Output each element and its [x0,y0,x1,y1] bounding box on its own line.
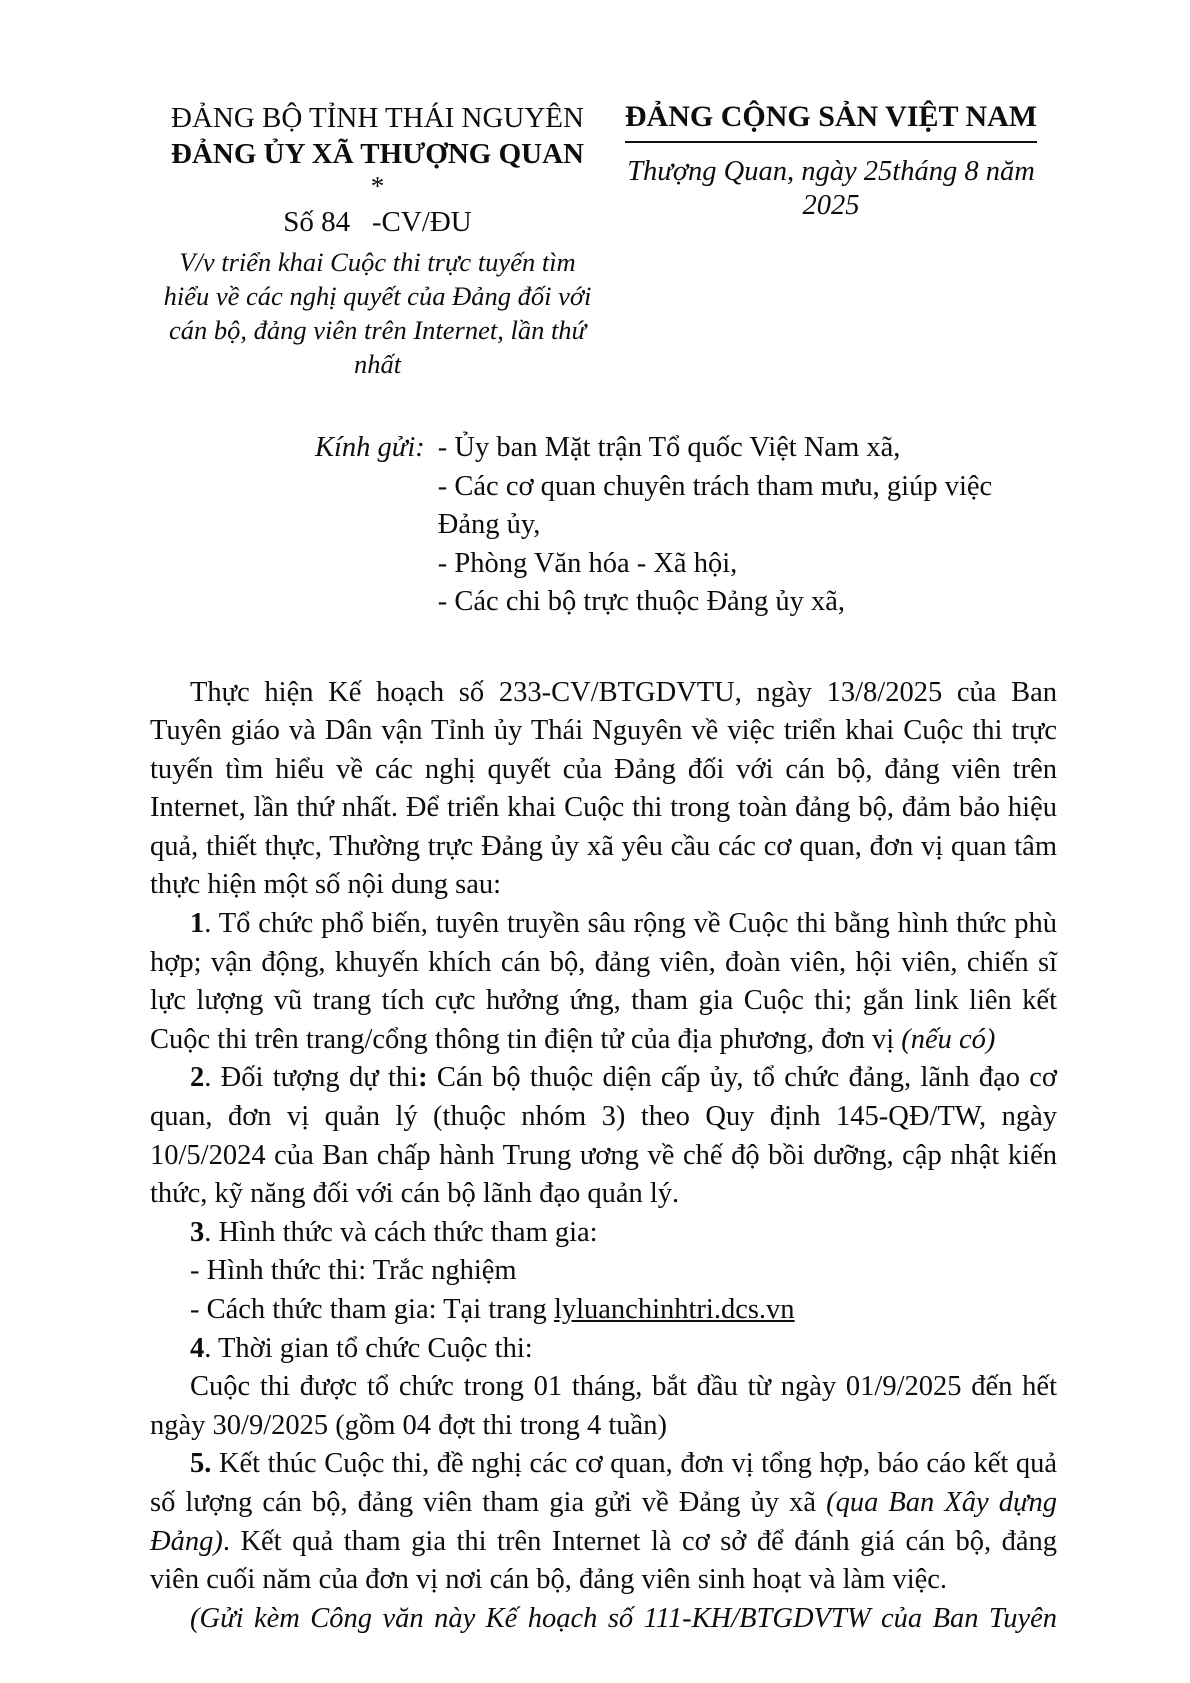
body-item-4-detail: Cuộc thi được tổ chức trong 01 tháng, bắt đầu từ ngày 01/9/2025 đến hết ngày 30/9/2025 (gồm 04 đợt thi trong 4 tuần) [150,1371,1057,1441]
document-body [150,674,1057,1639]
national-block [605,100,1057,223]
item-4-text: . Thời gian tổ chức Cuộc thi: [204,1332,533,1364]
item-2-number: 2 [190,1062,205,1094]
item-2-text: Cán bộ thuộc diện cấp ủy, tổ chức đảng, lãnh đạo cơ quan, đơn vị quản lý (thuộc nhóm 3) theo Quy định 145-QĐ/TW, ngày 10/5/2024 của Ban chấp hành Trung ương về chế độ bồi dưỡng, cập nhật kiến thức, kỹ năng đối với cán bộ lãnh đạo quản lý. [150,1062,1057,1210]
item-2-label: . Đối tượng dự thi [204,1062,419,1094]
recipients-section [150,429,1057,622]
document-subject: V/v triển khai Cuộc thi trực tuyến tìm hiểu về các nghị quyết của Đảng đối với cán bộ, đảng viên trên Internet, lần thứ nhất [163,247,592,379]
body-item-3-sub-1: - Hình thức thi: Trắc nghiệm [190,1255,517,1287]
item-4-number: 4 [190,1332,205,1364]
issuer-block [150,100,605,381]
body-item-3-sub-2 [150,1291,1057,1330]
document-number: Số 84 -CV/ĐU [283,206,472,238]
item-3-sub-2-text: - Cách thức tham gia: Tại trang [190,1294,554,1325]
place-and-date: Thượng Quan, ngày 25tháng 8 năm 2025 [627,156,1042,221]
body-paragraph-intro: Thực hiện Kế hoạch số 233-CV/BTGDVTU, ngày 13/8/2025 của Ban Tuyên giáo và Dân vận Tỉnh ủy Thái Nguyên về việc triển khai Cuộc thi trực tuyến tìm hiểu về các nghị quyết của Đảng đối với cán bộ, đảng viên trên Internet, lần thứ nhất. Để triển khai Cuộc thi trong toàn đảng bộ, đảm bảo hiệu quả, thiết thực, Thường trực Đảng ủy xã yêu cầu các cơ quan, đơn vị quan tâm thực hiện một số nội dung sau: [150,676,1057,901]
item-1-note: (nếu có) [901,1023,996,1055]
body-item-2 [150,1059,1057,1213]
item-1-number: 1 [190,908,205,940]
contest-link[interactable]: lyluanchinhtri.dcs.vn [553,1294,795,1325]
item-1-text: . Tổ chức phổ biến, tuyên truyền sâu rộng về Cuộc thi bằng hình thức phù hợp; vận động, khuyến khích cán bộ, đảng viên, đoàn viên, hội viên, chiến sĩ lực lượng vũ trang tích cực hưởng ứng, tham gia Cuộc thi; gắn link liên kết Cuộc thi trên trang/cổng thông tin điện tử của địa phương, đơn vị [150,908,1057,1055]
recipient-item: - Các chi bộ trực thuộc Đảng ủy xã, [437,586,845,617]
recipients-label: Kính gửi: [315,432,425,463]
document-header [150,100,1057,381]
recipient-item: - Phòng Văn hóa - Xã hội, [437,547,738,579]
body-item-4 [150,1330,1057,1369]
attachment-note: (Gửi kèm Công văn này Kế hoạch số 111-KH/BTGDVTW của Ban Tuyên [190,1602,1057,1634]
recipients-list [438,429,1057,622]
body-item-1 [150,905,1057,1059]
item-2-colon: : [418,1062,428,1094]
recipient-item: - Các cơ quan chuyên trách tham mưu, giúp việc Đảng ủy, [437,470,993,540]
item-5-number: 5. [190,1448,212,1480]
issuer-parent-org: ĐẢNG BỘ TỈNH THÁI NGUYÊN [171,102,584,134]
item-5-text-a: Kết thúc Cuộc thi, đề nghị các cơ quan, đơn vị tổng hợp, báo cáo kết quả số lượng cán bộ, đảng viên tham gia gửi về Đảng ủy xã [150,1448,1057,1518]
body-item-3 [150,1214,1057,1253]
item-5-note: (qua Ban Xây dựng Đảng) [150,1486,1057,1557]
header-separator-star: * [370,171,385,201]
item-3-text: . Hình thức và cách thức tham gia: [204,1216,598,1248]
recipient-item: - Ủy ban Mặt trận Tổ quốc Việt Nam xã, [437,432,901,463]
item-5-text-b: . Kết quả tham gia thi trên Internet là cơ sở để đánh giá cán bộ, đảng viên cuối năm của đơn vị nơi cán bộ, đảng viên sinh hoạt và làm việc. [150,1525,1057,1596]
item-3-number: 3 [190,1216,205,1248]
body-item-5 [150,1445,1057,1599]
national-motto-header: ĐẢNG CỘNG SẢN VIỆT NAM [625,100,1037,143]
issuer-org-name: ĐẢNG ỦY XÃ THƯỢNG QUAN [171,138,584,170]
